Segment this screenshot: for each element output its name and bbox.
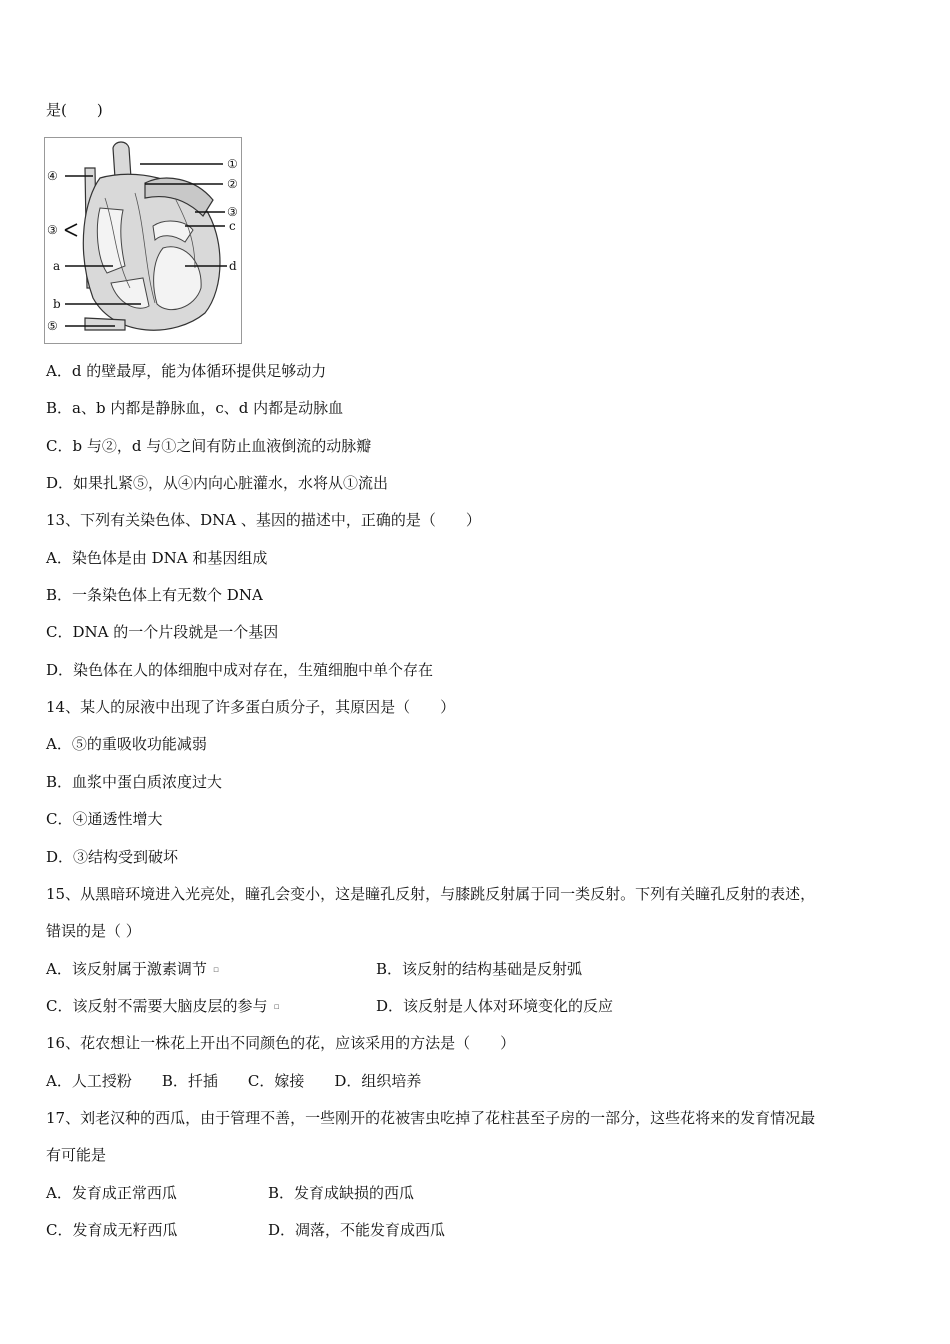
q17-option-c: C．发育成无籽西瓜 [46,1221,178,1239]
q15-option-row-1 [46,959,583,980]
q12-stem-tail: 是( ) [46,101,103,119]
q17-option-d: D．凋落，不能发育成西瓜 [268,1221,446,1239]
leader-3-left-b [65,230,77,236]
q15-option-c: C．该反射不需要大脑皮层的参与 [46,997,268,1015]
q17-stem-line2: 有可能是 [46,1146,107,1164]
q15-mark-c: ▫ [273,1002,280,1012]
q13-option-a: A．染色体是由 DNA 和基因组成 [46,549,268,567]
inferior-vessel-shape [85,318,125,330]
q17-stem-line1: 17、刘老汉种的西瓜，由于管理不善，一些刚开的花被害虫吃掉了花柱甚至子房的一部分，这些花将来的发育情况最 [46,1109,816,1127]
q14-option-d: D．③结构受到破坏 [46,848,179,866]
q14-option-a: A．⑤的重吸收功能减弱 [46,735,207,753]
q16-stem: 16、花农想让一株花上开出不同颜色的花，应该采用的方法是（ ） [46,1034,516,1052]
leader-3-left-a [65,224,77,230]
label-a: a [53,259,61,273]
heart-diagram-svg [45,138,241,343]
label-n3-left: ③ [47,223,58,237]
q17-option-a: A．发育成正常西瓜 [46,1184,177,1202]
q12-option-b: B．a、b 内都是静脉血，c、d 内都是动脉血 [46,399,344,417]
q15-stem-line1: 15、从黑暗环境进入光亮处，瞳孔会变小，这是瞳孔反射，与膝跳反射属于同一类反射。下列有关瞳孔反射的表述， [46,885,816,903]
label-n3-right: ③ [227,205,238,219]
label-d: d [229,259,237,273]
q15-option-a: A．该反射属于激素调节 [46,960,207,978]
q12-option-a: A．d 的壁最厚，能为体循环提供足够动力 [46,362,327,380]
q13-option-b: B．一条染色体上有无数个 DNA [46,586,263,604]
q13-option-c: C．DNA 的一个片段就是一个基因 [46,623,279,641]
q14-option-c: C．④通透性增大 [46,810,163,828]
q14-stem: 14、某人的尿液中出现了许多蛋白质分子，其原因是（ ） [46,698,456,716]
label-n2: ② [227,177,238,191]
label-n1: ① [227,157,238,171]
q16-options: A．人工授粉 B．扦插 C．嫁接 D．组织培养 [46,1072,422,1090]
q17-option-b: B．发育成缺损的西瓜 [268,1184,415,1202]
q15-option-b: B．该反射的结构基础是反射弧 [376,960,583,978]
heart-diagram [44,137,242,344]
q12-option-d: D．如果扎紧⑤，从④内向心脏灌水，水将从①流出 [46,474,389,492]
q15-option-row-2 [46,996,614,1017]
q12-option-c: C．b 与②，d 与①之间有防止血液倒流的动脉瓣 [46,437,372,455]
aorta-shape [113,142,131,178]
label-n5: ⑤ [47,319,58,333]
label-b: b [53,297,61,311]
q17-option-row-1 [46,1183,415,1203]
q15-mark-a: ▫ [212,965,219,975]
q13-option-d: D．染色体在人的体细胞中成对存在，生殖细胞中单个存在 [46,661,434,679]
label-n4: ④ [47,169,58,183]
q15-option-d: D．该反射是人体对环境变化的反应 [376,997,614,1015]
q13-stem: 13、下列有关染色体、DNA 、基因的描述中，正确的是（ ） [46,511,481,529]
q17-option-row-2 [46,1220,446,1240]
label-c: c [229,219,236,233]
q15-stem-line2: 错误的是（ ） [46,922,141,940]
q14-option-b: B．血浆中蛋白质浓度过大 [46,773,223,791]
